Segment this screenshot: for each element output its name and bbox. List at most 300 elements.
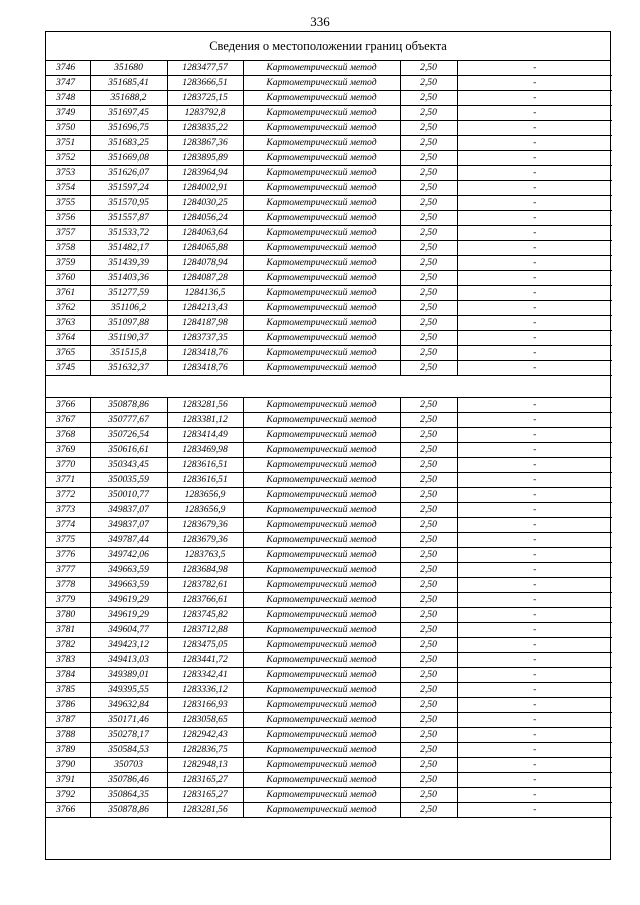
accuracy-cell: 2,50 bbox=[400, 226, 457, 241]
point-number-cell: 3745 bbox=[46, 361, 90, 376]
point-number-cell: 3780 bbox=[46, 608, 90, 623]
method-cell: Картометрический метод bbox=[243, 316, 400, 331]
point-number-cell: 3768 bbox=[46, 428, 90, 443]
point-number-cell: 3773 bbox=[46, 503, 90, 518]
table-row bbox=[46, 151, 612, 166]
description-cell: - bbox=[457, 256, 612, 271]
table-end-cell bbox=[46, 818, 612, 832]
x-coordinate-cell: 350878,86 bbox=[90, 803, 167, 818]
table-row bbox=[46, 428, 612, 443]
x-coordinate-cell: 349837,07 bbox=[90, 518, 167, 533]
y-coordinate-cell: 1283712,88 bbox=[167, 623, 243, 638]
y-coordinate-cell: 1283792,8 bbox=[167, 106, 243, 121]
y-coordinate-cell: 1283766,61 bbox=[167, 593, 243, 608]
y-coordinate-cell: 1283477,57 bbox=[167, 61, 243, 76]
coordinates-table bbox=[46, 61, 612, 832]
description-cell: - bbox=[457, 331, 612, 346]
x-coordinate-cell: 351626,07 bbox=[90, 166, 167, 181]
description-cell: - bbox=[457, 181, 612, 196]
description-cell: - bbox=[457, 713, 612, 728]
table-row bbox=[46, 503, 612, 518]
description-cell: - bbox=[457, 271, 612, 286]
description-cell: - bbox=[457, 91, 612, 106]
point-number-cell: 3789 bbox=[46, 743, 90, 758]
point-number-cell: 3766 bbox=[46, 803, 90, 818]
accuracy-cell: 2,50 bbox=[400, 331, 457, 346]
y-coordinate-cell: 1283165,27 bbox=[167, 773, 243, 788]
method-cell: Картометрический метод bbox=[243, 593, 400, 608]
accuracy-cell: 2,50 bbox=[400, 683, 457, 698]
y-coordinate-cell: 1284063,64 bbox=[167, 226, 243, 241]
y-coordinate-cell: 1283684,98 bbox=[167, 563, 243, 578]
accuracy-cell: 2,50 bbox=[400, 503, 457, 518]
method-cell: Картометрический метод bbox=[243, 563, 400, 578]
x-coordinate-cell: 349663,59 bbox=[90, 578, 167, 593]
accuracy-cell: 2,50 bbox=[400, 151, 457, 166]
y-coordinate-cell: 1284030,25 bbox=[167, 196, 243, 211]
method-cell: Картометрический метод bbox=[243, 803, 400, 818]
point-number-cell: 3746 bbox=[46, 61, 90, 76]
y-coordinate-cell: 1284187,98 bbox=[167, 316, 243, 331]
description-cell: - bbox=[457, 623, 612, 638]
y-coordinate-cell: 1283835,22 bbox=[167, 121, 243, 136]
y-coordinate-cell: 1284078,94 bbox=[167, 256, 243, 271]
point-number-cell: 3764 bbox=[46, 331, 90, 346]
x-coordinate-cell: 350786,46 bbox=[90, 773, 167, 788]
y-coordinate-cell: 1282836,75 bbox=[167, 743, 243, 758]
table-row bbox=[46, 578, 612, 593]
method-cell: Картометрический метод bbox=[243, 196, 400, 211]
table-row bbox=[46, 653, 612, 668]
x-coordinate-cell: 351685,41 bbox=[90, 76, 167, 91]
description-cell: - bbox=[457, 443, 612, 458]
point-number-cell: 3762 bbox=[46, 301, 90, 316]
method-cell: Картометрический метод bbox=[243, 623, 400, 638]
method-cell: Картометрический метод bbox=[243, 136, 400, 151]
accuracy-cell: 2,50 bbox=[400, 346, 457, 361]
y-coordinate-cell: 1283281,56 bbox=[167, 803, 243, 818]
x-coordinate-cell: 351680 bbox=[90, 61, 167, 76]
coordinates-table-body bbox=[46, 61, 612, 832]
point-number-cell: 3757 bbox=[46, 226, 90, 241]
accuracy-cell: 2,50 bbox=[400, 196, 457, 211]
method-cell: Картометрический метод bbox=[243, 151, 400, 166]
x-coordinate-cell: 351482,17 bbox=[90, 241, 167, 256]
x-coordinate-cell: 350616,61 bbox=[90, 443, 167, 458]
x-coordinate-cell: 349395,55 bbox=[90, 683, 167, 698]
point-number-cell: 3766 bbox=[46, 398, 90, 413]
table-row bbox=[46, 803, 612, 818]
y-coordinate-cell: 1282948,13 bbox=[167, 758, 243, 773]
x-coordinate-cell: 351570,95 bbox=[90, 196, 167, 211]
y-coordinate-cell: 1284213,43 bbox=[167, 301, 243, 316]
table-row bbox=[46, 121, 612, 136]
x-coordinate-cell: 351097,88 bbox=[90, 316, 167, 331]
method-cell: Картометрический метод bbox=[243, 271, 400, 286]
y-coordinate-cell: 1283656,9 bbox=[167, 503, 243, 518]
section-title: Сведения о местоположении границ объекта bbox=[46, 32, 610, 61]
description-cell: - bbox=[457, 286, 612, 301]
point-number-cell: 3756 bbox=[46, 211, 90, 226]
point-number-cell: 3761 bbox=[46, 286, 90, 301]
accuracy-cell: 2,50 bbox=[400, 428, 457, 443]
x-coordinate-cell: 349663,59 bbox=[90, 563, 167, 578]
y-coordinate-cell: 1283745,82 bbox=[167, 608, 243, 623]
accuracy-cell: 2,50 bbox=[400, 773, 457, 788]
point-number-cell: 3760 bbox=[46, 271, 90, 286]
x-coordinate-cell: 350703 bbox=[90, 758, 167, 773]
accuracy-cell: 2,50 bbox=[400, 608, 457, 623]
y-coordinate-cell: 1283418,76 bbox=[167, 361, 243, 376]
table-row bbox=[46, 593, 612, 608]
method-cell: Картометрический метод bbox=[243, 713, 400, 728]
x-coordinate-cell: 351106,2 bbox=[90, 301, 167, 316]
method-cell: Картометрический метод bbox=[243, 226, 400, 241]
table-row bbox=[46, 728, 612, 743]
x-coordinate-cell: 351190,37 bbox=[90, 331, 167, 346]
point-number-cell: 3747 bbox=[46, 76, 90, 91]
x-coordinate-cell: 349742,06 bbox=[90, 548, 167, 563]
accuracy-cell: 2,50 bbox=[400, 488, 457, 503]
y-coordinate-cell: 1283616,51 bbox=[167, 458, 243, 473]
point-number-cell: 3769 bbox=[46, 443, 90, 458]
method-cell: Картометрический метод bbox=[243, 286, 400, 301]
point-number-cell: 3755 bbox=[46, 196, 90, 211]
method-cell: Картометрический метод bbox=[243, 578, 400, 593]
method-cell: Картометрический метод bbox=[243, 91, 400, 106]
accuracy-cell: 2,50 bbox=[400, 803, 457, 818]
description-cell: - bbox=[457, 106, 612, 121]
accuracy-cell: 2,50 bbox=[400, 91, 457, 106]
method-cell: Картометрический метод bbox=[243, 241, 400, 256]
accuracy-cell: 2,50 bbox=[400, 548, 457, 563]
accuracy-cell: 2,50 bbox=[400, 211, 457, 226]
description-cell: - bbox=[457, 211, 612, 226]
accuracy-cell: 2,50 bbox=[400, 533, 457, 548]
x-coordinate-cell: 350035,59 bbox=[90, 473, 167, 488]
method-cell: Картометрический метод bbox=[243, 256, 400, 271]
table-row bbox=[46, 683, 612, 698]
point-number-cell: 3779 bbox=[46, 593, 90, 608]
method-cell: Картометрический метод bbox=[243, 533, 400, 548]
table-row bbox=[46, 758, 612, 773]
page-number: 336 bbox=[310, 14, 330, 29]
table-row bbox=[46, 136, 612, 151]
accuracy-cell: 2,50 bbox=[400, 668, 457, 683]
accuracy-cell: 2,50 bbox=[400, 271, 457, 286]
y-coordinate-cell: 1283656,9 bbox=[167, 488, 243, 503]
method-cell: Картометрический метод bbox=[243, 166, 400, 181]
coordinates-frame bbox=[45, 31, 611, 860]
accuracy-cell: 2,50 bbox=[400, 458, 457, 473]
y-coordinate-cell: 1283469,98 bbox=[167, 443, 243, 458]
description-cell: - bbox=[457, 743, 612, 758]
accuracy-cell: 2,50 bbox=[400, 743, 457, 758]
x-coordinate-cell: 349619,29 bbox=[90, 593, 167, 608]
table-row bbox=[46, 518, 612, 533]
y-coordinate-cell: 1283418,76 bbox=[167, 346, 243, 361]
table-row bbox=[46, 166, 612, 181]
description-cell: - bbox=[457, 518, 612, 533]
table-row bbox=[46, 61, 612, 76]
method-cell: Картометрический метод bbox=[243, 788, 400, 803]
point-number-cell: 3749 bbox=[46, 106, 90, 121]
x-coordinate-cell: 350171,46 bbox=[90, 713, 167, 728]
accuracy-cell: 2,50 bbox=[400, 76, 457, 91]
point-number-cell: 3754 bbox=[46, 181, 90, 196]
description-cell: - bbox=[457, 503, 612, 518]
table-row bbox=[46, 458, 612, 473]
accuracy-cell: 2,50 bbox=[400, 623, 457, 638]
y-coordinate-cell: 1283725,15 bbox=[167, 91, 243, 106]
table-row bbox=[46, 668, 612, 683]
accuracy-cell: 2,50 bbox=[400, 713, 457, 728]
description-cell: - bbox=[457, 413, 612, 428]
description-cell: - bbox=[457, 668, 612, 683]
x-coordinate-cell: 350726,54 bbox=[90, 428, 167, 443]
description-cell: - bbox=[457, 346, 612, 361]
accuracy-cell: 2,50 bbox=[400, 443, 457, 458]
description-cell: - bbox=[457, 151, 612, 166]
description-cell: - bbox=[457, 428, 612, 443]
description-cell: - bbox=[457, 136, 612, 151]
y-coordinate-cell: 1283616,51 bbox=[167, 473, 243, 488]
table-row bbox=[46, 226, 612, 241]
point-number-cell: 3777 bbox=[46, 563, 90, 578]
x-coordinate-cell: 350878,86 bbox=[90, 398, 167, 413]
x-coordinate-cell: 351597,24 bbox=[90, 181, 167, 196]
accuracy-cell: 2,50 bbox=[400, 728, 457, 743]
x-coordinate-cell: 351688,2 bbox=[90, 91, 167, 106]
description-cell: - bbox=[457, 196, 612, 211]
description-cell: - bbox=[457, 698, 612, 713]
x-coordinate-cell: 349389,01 bbox=[90, 668, 167, 683]
y-coordinate-cell: 1284136,5 bbox=[167, 286, 243, 301]
method-cell: Картометрический метод bbox=[243, 301, 400, 316]
method-cell: Картометрический метод bbox=[243, 428, 400, 443]
method-cell: Картометрический метод bbox=[243, 361, 400, 376]
method-cell: Картометрический метод bbox=[243, 518, 400, 533]
y-coordinate-cell: 1283679,36 bbox=[167, 533, 243, 548]
x-coordinate-cell: 351669,08 bbox=[90, 151, 167, 166]
x-coordinate-cell: 350010,77 bbox=[90, 488, 167, 503]
point-number-cell: 3788 bbox=[46, 728, 90, 743]
table-row bbox=[46, 316, 612, 331]
point-number-cell: 3770 bbox=[46, 458, 90, 473]
description-cell: - bbox=[457, 398, 612, 413]
method-cell: Картометрический метод bbox=[243, 121, 400, 136]
table-row bbox=[46, 563, 612, 578]
description-cell: - bbox=[457, 803, 612, 818]
method-cell: Картометрический метод bbox=[243, 473, 400, 488]
point-number-cell: 3790 bbox=[46, 758, 90, 773]
table-row bbox=[46, 398, 612, 413]
accuracy-cell: 2,50 bbox=[400, 563, 457, 578]
table-row bbox=[46, 443, 612, 458]
method-cell: Картометрический метод bbox=[243, 181, 400, 196]
description-cell: - bbox=[457, 638, 612, 653]
table-row bbox=[46, 743, 612, 758]
table-row bbox=[46, 788, 612, 803]
group-separator-row bbox=[46, 376, 612, 398]
method-cell: Картометрический метод bbox=[243, 331, 400, 346]
method-cell: Картометрический метод bbox=[243, 398, 400, 413]
accuracy-cell: 2,50 bbox=[400, 181, 457, 196]
accuracy-cell: 2,50 bbox=[400, 653, 457, 668]
point-number-cell: 3781 bbox=[46, 623, 90, 638]
x-coordinate-cell: 351632,37 bbox=[90, 361, 167, 376]
point-number-cell: 3772 bbox=[46, 488, 90, 503]
table-row bbox=[46, 698, 612, 713]
description-cell: - bbox=[457, 788, 612, 803]
method-cell: Картометрический метод bbox=[243, 653, 400, 668]
point-number-cell: 3771 bbox=[46, 473, 90, 488]
method-cell: Картометрический метод bbox=[243, 211, 400, 226]
accuracy-cell: 2,50 bbox=[400, 61, 457, 76]
x-coordinate-cell: 349604,77 bbox=[90, 623, 167, 638]
description-cell: - bbox=[457, 593, 612, 608]
accuracy-cell: 2,50 bbox=[400, 473, 457, 488]
point-number-cell: 3775 bbox=[46, 533, 90, 548]
description-cell: - bbox=[457, 758, 612, 773]
table-row bbox=[46, 91, 612, 106]
method-cell: Картометрический метод bbox=[243, 773, 400, 788]
table-row bbox=[46, 488, 612, 503]
description-cell: - bbox=[457, 226, 612, 241]
method-cell: Картометрический метод bbox=[243, 743, 400, 758]
y-coordinate-cell: 1282942,43 bbox=[167, 728, 243, 743]
y-coordinate-cell: 1283381,12 bbox=[167, 413, 243, 428]
y-coordinate-cell: 1284056,24 bbox=[167, 211, 243, 226]
y-coordinate-cell: 1283895,89 bbox=[167, 151, 243, 166]
method-cell: Картометрический метод bbox=[243, 503, 400, 518]
point-number-cell: 3759 bbox=[46, 256, 90, 271]
method-cell: Картометрический метод bbox=[243, 683, 400, 698]
y-coordinate-cell: 1283679,36 bbox=[167, 518, 243, 533]
point-number-cell: 3774 bbox=[46, 518, 90, 533]
description-cell: - bbox=[457, 773, 612, 788]
accuracy-cell: 2,50 bbox=[400, 518, 457, 533]
x-coordinate-cell: 350278,17 bbox=[90, 728, 167, 743]
table-row bbox=[46, 331, 612, 346]
x-coordinate-cell: 349423,12 bbox=[90, 638, 167, 653]
point-number-cell: 3767 bbox=[46, 413, 90, 428]
accuracy-cell: 2,50 bbox=[400, 698, 457, 713]
description-cell: - bbox=[457, 563, 612, 578]
y-coordinate-cell: 1283166,93 bbox=[167, 698, 243, 713]
description-cell: - bbox=[457, 166, 612, 181]
x-coordinate-cell: 351277,59 bbox=[90, 286, 167, 301]
y-coordinate-cell: 1283782,61 bbox=[167, 578, 243, 593]
point-number-cell: 3748 bbox=[46, 91, 90, 106]
y-coordinate-cell: 1284065,88 bbox=[167, 241, 243, 256]
method-cell: Картометрический метод bbox=[243, 413, 400, 428]
table-row bbox=[46, 533, 612, 548]
table-row bbox=[46, 196, 612, 211]
x-coordinate-cell: 351683,25 bbox=[90, 136, 167, 151]
point-number-cell: 3783 bbox=[46, 653, 90, 668]
method-cell: Картометрический метод bbox=[243, 608, 400, 623]
table-row bbox=[46, 271, 612, 286]
y-coordinate-cell: 1283867,36 bbox=[167, 136, 243, 151]
y-coordinate-cell: 1283342,41 bbox=[167, 668, 243, 683]
x-coordinate-cell: 351533,72 bbox=[90, 226, 167, 241]
accuracy-cell: 2,50 bbox=[400, 256, 457, 271]
table-row bbox=[46, 361, 612, 376]
x-coordinate-cell: 351697,45 bbox=[90, 106, 167, 121]
description-cell: - bbox=[457, 578, 612, 593]
accuracy-cell: 2,50 bbox=[400, 578, 457, 593]
x-coordinate-cell: 349619,29 bbox=[90, 608, 167, 623]
accuracy-cell: 2,50 bbox=[400, 301, 457, 316]
description-cell: - bbox=[457, 316, 612, 331]
method-cell: Картометрический метод bbox=[243, 346, 400, 361]
point-number-cell: 3792 bbox=[46, 788, 90, 803]
y-coordinate-cell: 1283165,27 bbox=[167, 788, 243, 803]
y-coordinate-cell: 1283475,05 bbox=[167, 638, 243, 653]
x-coordinate-cell: 350343,45 bbox=[90, 458, 167, 473]
description-cell: - bbox=[457, 728, 612, 743]
y-coordinate-cell: 1283964,94 bbox=[167, 166, 243, 181]
accuracy-cell: 2,50 bbox=[400, 106, 457, 121]
x-coordinate-cell: 349787,44 bbox=[90, 533, 167, 548]
accuracy-cell: 2,50 bbox=[400, 136, 457, 151]
description-cell: - bbox=[457, 301, 612, 316]
table-row bbox=[46, 106, 612, 121]
method-cell: Картометрический метод bbox=[243, 106, 400, 121]
accuracy-cell: 2,50 bbox=[400, 241, 457, 256]
point-number-cell: 3778 bbox=[46, 578, 90, 593]
method-cell: Картометрический метод bbox=[243, 698, 400, 713]
x-coordinate-cell: 350584,53 bbox=[90, 743, 167, 758]
point-number-cell: 3753 bbox=[46, 166, 90, 181]
accuracy-cell: 2,50 bbox=[400, 788, 457, 803]
accuracy-cell: 2,50 bbox=[400, 121, 457, 136]
y-coordinate-cell: 1283281,56 bbox=[167, 398, 243, 413]
point-number-cell: 3785 bbox=[46, 683, 90, 698]
x-coordinate-cell: 351515,8 bbox=[90, 346, 167, 361]
description-cell: - bbox=[457, 61, 612, 76]
accuracy-cell: 2,50 bbox=[400, 316, 457, 331]
table-row bbox=[46, 413, 612, 428]
table-end-row bbox=[46, 818, 612, 832]
description-cell: - bbox=[457, 533, 612, 548]
description-cell: - bbox=[457, 241, 612, 256]
accuracy-cell: 2,50 bbox=[400, 398, 457, 413]
table-row bbox=[46, 286, 612, 301]
point-number-cell: 3758 bbox=[46, 241, 90, 256]
point-number-cell: 3763 bbox=[46, 316, 90, 331]
table-row bbox=[46, 548, 612, 563]
group-separator-cell bbox=[46, 376, 612, 398]
description-cell: - bbox=[457, 361, 612, 376]
x-coordinate-cell: 350777,67 bbox=[90, 413, 167, 428]
description-cell: - bbox=[457, 473, 612, 488]
point-number-cell: 3782 bbox=[46, 638, 90, 653]
table-row bbox=[46, 301, 612, 316]
y-coordinate-cell: 1283666,51 bbox=[167, 76, 243, 91]
accuracy-cell: 2,50 bbox=[400, 758, 457, 773]
point-number-cell: 3784 bbox=[46, 668, 90, 683]
table-row bbox=[46, 241, 612, 256]
table-row bbox=[46, 256, 612, 271]
point-number-cell: 3752 bbox=[46, 151, 90, 166]
table-row bbox=[46, 713, 612, 728]
x-coordinate-cell: 349837,07 bbox=[90, 503, 167, 518]
accuracy-cell: 2,50 bbox=[400, 286, 457, 301]
point-number-cell: 3776 bbox=[46, 548, 90, 563]
point-number-cell: 3791 bbox=[46, 773, 90, 788]
